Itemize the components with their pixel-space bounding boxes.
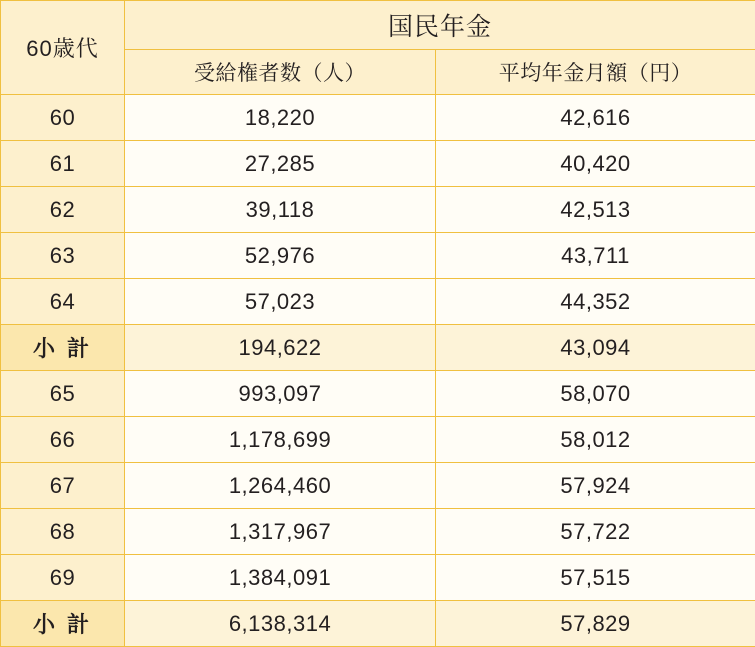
cell-average: 58,070 (436, 371, 755, 417)
cell-age: 64 (1, 279, 125, 325)
cell-average: 40,420 (436, 141, 755, 187)
table-row-subtotal (1, 601, 755, 647)
cell-average: 58,012 (436, 417, 755, 463)
cell-recipients: 18,220 (125, 95, 436, 141)
cell-age: 63 (1, 233, 125, 279)
cell-age: 69 (1, 555, 125, 601)
cell-recipients: 27,285 (125, 141, 436, 187)
table-row-subtotal (1, 325, 755, 371)
cell-recipients: 194,622 (125, 325, 436, 371)
cell-age: 65 (1, 371, 125, 417)
cell-recipients: 52,976 (125, 233, 436, 279)
table-header (1, 1, 755, 95)
table-row (1, 233, 755, 279)
cell-average: 43,094 (436, 325, 755, 371)
table-row (1, 141, 755, 187)
cell-average: 57,829 (436, 601, 755, 647)
cell-recipients: 6,138,314 (125, 601, 436, 647)
cell-recipients: 57,023 (125, 279, 436, 325)
table-row (1, 279, 755, 325)
header-age-group: 60歳代 (1, 1, 125, 95)
table-body (1, 95, 755, 647)
cell-recipients: 1,264,460 (125, 463, 436, 509)
cell-average: 44,352 (436, 279, 755, 325)
cell-subtotal-label: 小 計 (1, 325, 125, 371)
cell-average: 42,513 (436, 187, 755, 233)
table-row (1, 555, 755, 601)
header-pension-group: 国民年金 (125, 1, 755, 50)
cell-average: 42,616 (436, 95, 755, 141)
cell-age: 60 (1, 95, 125, 141)
cell-age: 61 (1, 141, 125, 187)
table-row (1, 371, 755, 417)
header-row-group (1, 1, 755, 50)
header-average-amount: 平均年金月額（円） (436, 50, 755, 95)
cell-average: 57,722 (436, 509, 755, 555)
table-row (1, 417, 755, 463)
table-row (1, 95, 755, 141)
cell-recipients: 993,097 (125, 371, 436, 417)
cell-average: 57,924 (436, 463, 755, 509)
cell-recipients: 39,118 (125, 187, 436, 233)
cell-subtotal-label: 小 計 (1, 601, 125, 647)
cell-age: 68 (1, 509, 125, 555)
cell-average: 43,711 (436, 233, 755, 279)
table-row (1, 187, 755, 233)
header-recipients: 受給権者数（人） (125, 50, 436, 95)
cell-age: 62 (1, 187, 125, 233)
cell-average: 57,515 (436, 555, 755, 601)
cell-recipients: 1,178,699 (125, 417, 436, 463)
table-row (1, 463, 755, 509)
cell-recipients: 1,384,091 (125, 555, 436, 601)
cell-recipients: 1,317,967 (125, 509, 436, 555)
cell-age: 67 (1, 463, 125, 509)
cell-age: 66 (1, 417, 125, 463)
table-row (1, 509, 755, 555)
